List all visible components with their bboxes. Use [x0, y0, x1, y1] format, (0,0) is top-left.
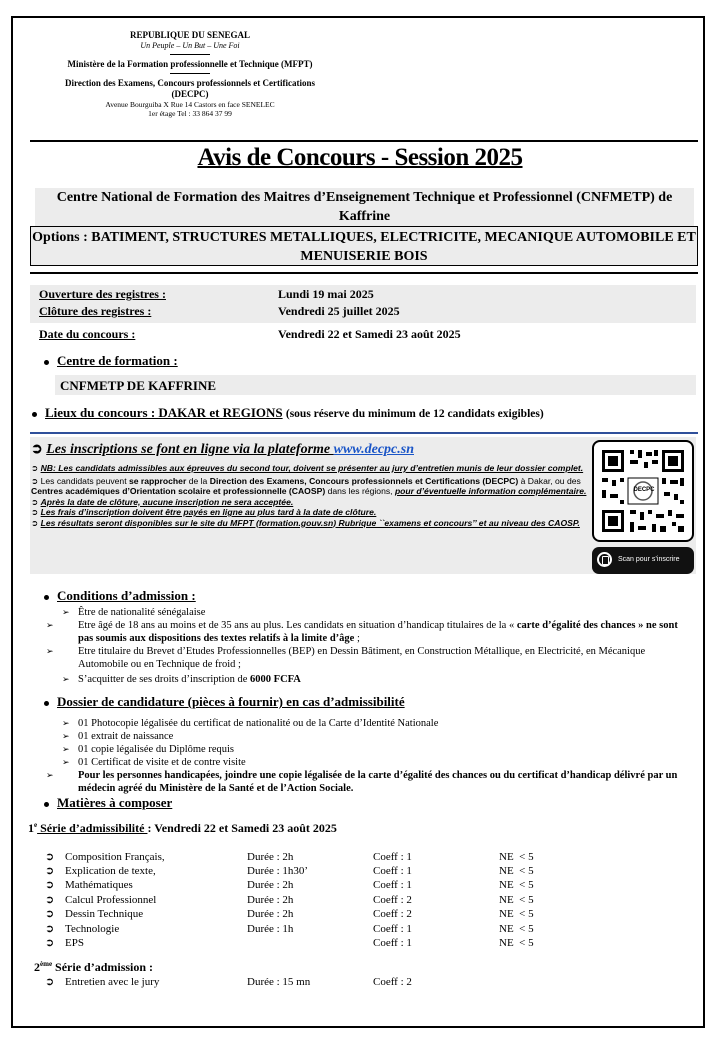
- letterhead: [60, 30, 320, 118]
- subject-row: ➲ Mathématiques Durée : 2h Coeff : 1 NE < 5: [45, 879, 534, 891]
- subject-row: ➲ Explication de texte, Durée : 1h30’ Coeff : 1 NE < 5: [45, 865, 534, 877]
- header-divider: [170, 73, 210, 74]
- dossier-item: ➢ Pour les personnes handicapées, joindre une copie légalisée de la carte d’égalité des chances ou du certificat d’handicap délivré par un médecin agréé du Ministère de la Santé et de l’Action Sociale.: [46, 770, 678, 794]
- country-name: REPUBLIQUE DU SENEGAL: [129, 30, 251, 40]
- subject-row: ➲ Composition Français, Durée : 2h Coeff : 1 NE < 5: [45, 851, 534, 863]
- dossier-item: ➢ 01 Certificat de visite et de contre visite: [62, 757, 246, 768]
- qr-code[interactable]: [592, 440, 694, 542]
- phone: 1er étage Tel : 33 864 37 99: [148, 109, 232, 118]
- address: Avenue Bourguiba X Rue 14 Castors en face SENELEC: [105, 100, 275, 109]
- notice-list: [31, 463, 587, 528]
- divider: [30, 272, 698, 274]
- series2-heading: 2ème Série d’admission :: [34, 960, 154, 974]
- center-name: Centre National de Formation des Maitres d’Enseignement Technique et Professionnel (CNFMETP) de Kaffrine: [35, 188, 694, 226]
- locations: Lieux du concours : DAKAR et REGIONS (sous réserve du minimum de 12 candidats exigibles): [32, 405, 544, 421]
- bullet: [44, 802, 49, 807]
- condition-item: ➢ Etre titulaire du Brevet d’Etudes Professionnelles (BEP) en Dessin Bâtiment, en Construction Métallique, en Electricité, en Mécanique Automobile ou en Technique de froid ;: [46, 646, 646, 670]
- divider: [30, 140, 698, 142]
- bullet: [44, 595, 49, 600]
- interview-row: ➲ Entretien avec le jury Durée : 15 mn Coeff : 2: [45, 976, 412, 988]
- page-title: Avis de Concours - Session 2025: [197, 144, 523, 171]
- condition-item: ➢ Etre âgé de 18 ans au moins et de 35 ans au plus. Les candidats en situation d’handicap titulaires de la « carte d’égalité des chances » ne sont pas soumis aux dispositions des textes relatifs à la limite d’âge ;: [46, 620, 678, 644]
- subject-row: ➲ Technologie Durée : 1h Coeff : 1 NE < 5: [45, 923, 534, 935]
- dossier-heading: Dossier de candidature (pièces à fournir) en cas d’admissibilité: [44, 694, 405, 710]
- register-close-value: Vendredi 25 juillet 2025: [278, 304, 400, 318]
- ministry-name: Ministère de la Formation professionnelle et Technique (MFPT): [67, 59, 313, 69]
- notice-nb: ➲ NB: Les candidats admissibles aux épreuves du second tour, doivent se présenter au jury d’entretien munis de leur dossier complet.: [31, 463, 584, 473]
- national-motto: Un Peuple – Un But – Une Foi: [140, 40, 240, 50]
- conditions-heading: Conditions d’admission :: [44, 588, 196, 604]
- register-open-label: Ouverture des registres :: [39, 287, 166, 301]
- register-close-label: Clôture des registres :: [39, 304, 152, 318]
- matieres-heading: Matières à composer: [44, 795, 172, 811]
- condition-item: ➢ Être de nationalité sénégalaise: [62, 607, 206, 618]
- training-center-value: CNFMETP DE KAFFRINE: [60, 378, 216, 393]
- notice-after-close: ➲ Après la date de clôture, aucune inscription ne sera acceptée.: [31, 496, 294, 507]
- scan-icon: [597, 552, 612, 567]
- bullet: [32, 412, 37, 417]
- divider: [30, 432, 698, 434]
- bullet: [44, 360, 49, 365]
- exam-date-label: Date du concours :: [39, 327, 136, 341]
- notice-fees: ➲ Les frais d’inscription doivent être payés en ligne au plus tard à la date de clôture.: [31, 507, 377, 517]
- subject-row: ➲ EPS Coeff : 1 NE < 5: [45, 937, 534, 949]
- dossier-list: [46, 717, 694, 795]
- exam-date-value: Vendredi 22 et Samedi 23 août 2025: [278, 327, 461, 341]
- training-center-heading: Centre de formation :: [44, 353, 178, 369]
- header-divider: [170, 54, 210, 55]
- dossier-item: ➢ 01 extrait de naissance: [62, 731, 174, 742]
- dossier-item: ➢ 01 Photocopie légalisée du certificat de nationalité ou de la Carte d’Identité Nationale: [62, 718, 439, 729]
- qr-logo: DECPC: [633, 487, 655, 493]
- scan-button[interactable]: [592, 547, 694, 574]
- platform-link[interactable]: www.decpc.sn: [333, 442, 414, 457]
- conditions-list: [46, 606, 694, 686]
- bullet: [44, 701, 49, 706]
- online-registration: ➲ Les inscriptions se font en ligne via la plateforme www.decpc.sn: [31, 442, 414, 457]
- register-open-value: Lundi 19 mai 2025: [278, 287, 374, 301]
- series1-heading: 1e Série d’admissibilité : Vendredi 22 et Samedi 23 août 2025: [28, 821, 337, 835]
- subject-row: ➲ Dessin Technique Durée : 2h Coeff : 2 NE < 5: [45, 908, 534, 920]
- scan-label: Scan pour s’inscrire: [618, 556, 680, 563]
- subject-row: ➲ Calcul Professionnel Durée : 2h Coeff : 2 NE < 5: [45, 894, 534, 906]
- options-box: Options : BATIMENT, STRUCTURES METALLIQUES, ELECTRICITE, MECANIQUE AUTOMOBILE ET MENUISERIE BOIS: [30, 226, 698, 266]
- notice-contact: ➲ Les candidats peuvent se rapprocher de la Direction des Examens, Concours professionnels et Certifications (DECPC) à Dakar, ou des Centres académiques d’Orientation scolaire et professionnelle (CAOSP) dans les régions, pour d’éventuelle information complémentaire.: [31, 475, 587, 496]
- notice-results: ➲ Les résultats seront disponibles sur le site du MFPT (formation.gouv.sn) Rubrique ``examens et concours’’ et au niveau des CAOSP.: [31, 517, 580, 528]
- direction-name: Direction des Examens, Concours professionnels et Certifications (DECPC): [65, 78, 315, 99]
- condition-item: ➢ S’acquitter de ses droits d’inscription de 6000 FCFA: [62, 674, 301, 685]
- dossier-item: ➢ 01 copie légalisée du Diplôme requis: [62, 744, 234, 755]
